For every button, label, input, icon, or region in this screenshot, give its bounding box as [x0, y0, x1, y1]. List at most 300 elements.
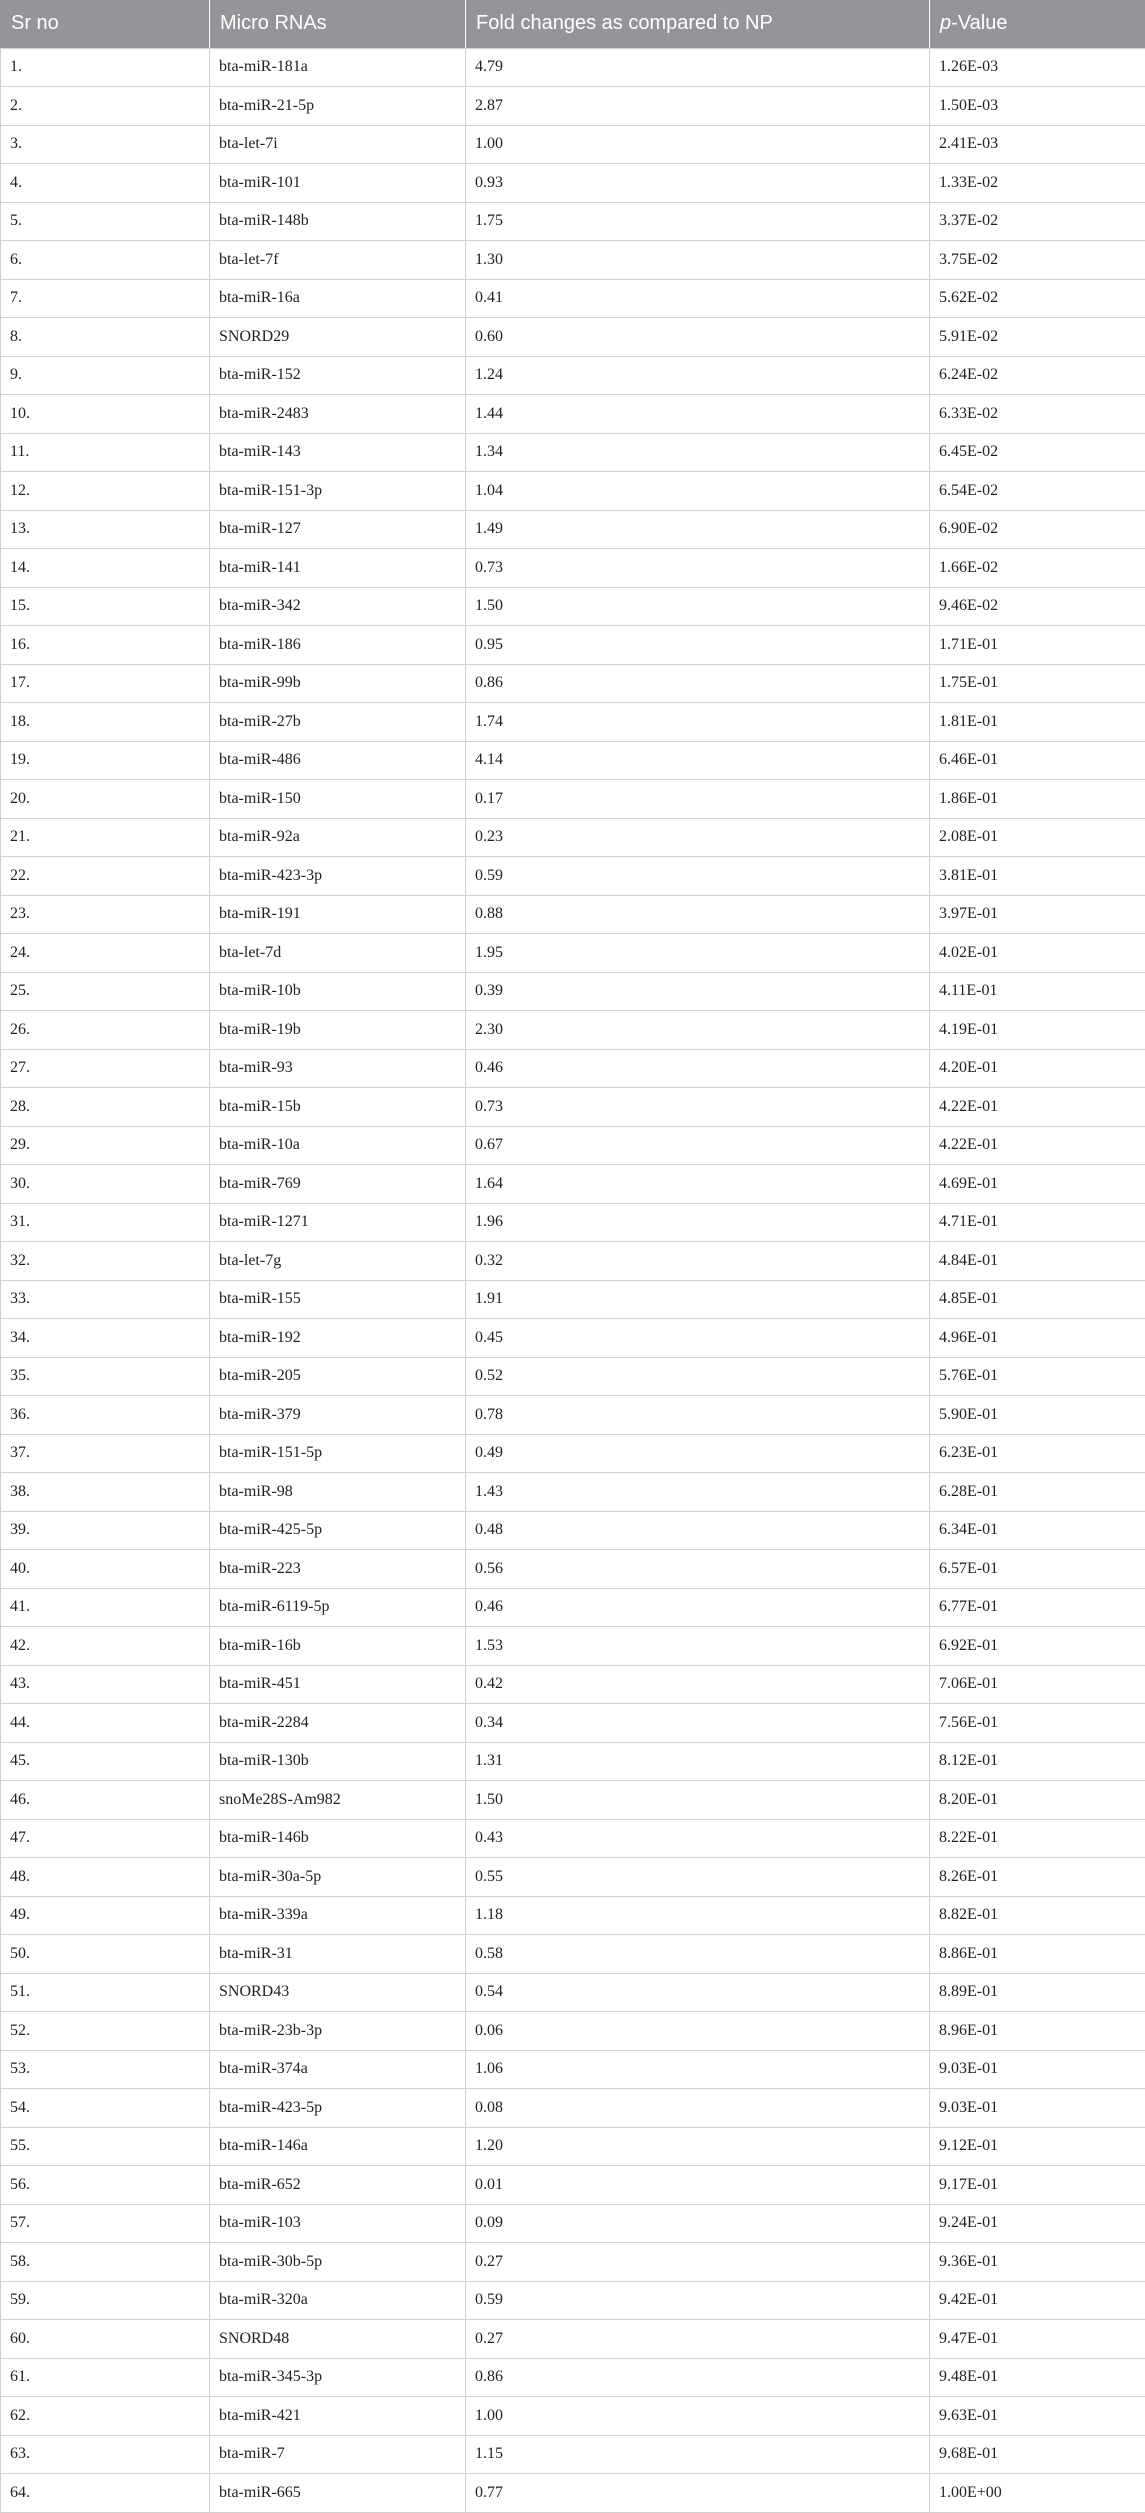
- cell-p-value: 9.03E-01: [930, 2089, 1145, 2128]
- cell-sr-no: 13.: [1, 510, 210, 549]
- cell-sr-no: 6.: [1, 241, 210, 280]
- cell-micro-rna: bta-miR-127: [210, 510, 466, 549]
- cell-fold-change: 1.95: [466, 934, 930, 973]
- cell-sr-no: 19.: [1, 741, 210, 780]
- cell-sr-no: 2.: [1, 87, 210, 126]
- cell-p-value: 1.75E-01: [930, 664, 1145, 703]
- cell-sr-no: 34.: [1, 1319, 210, 1358]
- table-row: [1, 1165, 1145, 1204]
- cell-sr-no: 30.: [1, 1165, 210, 1204]
- cell-micro-rna: bta-miR-374a: [210, 2050, 466, 2089]
- cell-sr-no: 60.: [1, 2320, 210, 2359]
- table-row: [1, 356, 1145, 395]
- cell-micro-rna: bta-miR-10b: [210, 972, 466, 1011]
- cell-fold-change: 1.00: [466, 2397, 930, 2436]
- cell-sr-no: 10.: [1, 395, 210, 434]
- cell-fold-change: 0.48: [466, 1511, 930, 1550]
- cell-fold-change: 1.34: [466, 433, 930, 472]
- cell-p-value: 9.12E-01: [930, 2127, 1145, 2166]
- cell-micro-rna: bta-miR-152: [210, 356, 466, 395]
- table-row: [1, 2204, 1145, 2243]
- cell-micro-rna: bta-miR-486: [210, 741, 466, 780]
- cell-micro-rna: bta-miR-141: [210, 549, 466, 588]
- cell-sr-no: 31.: [1, 1203, 210, 1242]
- cell-micro-rna: bta-miR-2284: [210, 1704, 466, 1743]
- cell-p-value: 6.34E-01: [930, 1511, 1145, 1550]
- table-row: [1, 2358, 1145, 2397]
- cell-fold-change: 0.59: [466, 857, 930, 896]
- table-row: [1, 1627, 1145, 1666]
- cell-fold-change: 4.79: [466, 48, 930, 87]
- header-p-italic: p: [940, 12, 951, 34]
- cell-p-value: 7.06E-01: [930, 1665, 1145, 1704]
- cell-micro-rna: bta-miR-769: [210, 1165, 466, 1204]
- cell-micro-rna: bta-miR-665: [210, 2474, 466, 2513]
- cell-p-value: 4.96E-01: [930, 1319, 1145, 1358]
- cell-sr-no: 47.: [1, 1819, 210, 1858]
- cell-p-value: 6.92E-01: [930, 1627, 1145, 1666]
- cell-sr-no: 48.: [1, 1858, 210, 1897]
- cell-sr-no: 63.: [1, 2435, 210, 2474]
- cell-fold-change: 0.67: [466, 1126, 930, 1165]
- cell-fold-change: 0.34: [466, 1704, 930, 1743]
- table-row: [1, 2243, 1145, 2282]
- cell-micro-rna: bta-miR-205: [210, 1357, 466, 1396]
- cell-micro-rna: bta-let-7d: [210, 934, 466, 973]
- cell-micro-rna: bta-miR-31: [210, 1935, 466, 1974]
- cell-sr-no: 3.: [1, 125, 210, 164]
- cell-sr-no: 5.: [1, 202, 210, 241]
- cell-sr-no: 59.: [1, 2281, 210, 2320]
- cell-p-value: 5.91E-02: [930, 318, 1145, 357]
- cell-sr-no: 23.: [1, 895, 210, 934]
- cell-fold-change: 0.27: [466, 2243, 930, 2282]
- cell-sr-no: 35.: [1, 1357, 210, 1396]
- cell-micro-rna: bta-miR-320a: [210, 2281, 466, 2320]
- cell-micro-rna: bta-miR-155: [210, 1280, 466, 1319]
- cell-fold-change: 1.20: [466, 2127, 930, 2166]
- cell-sr-no: 58.: [1, 2243, 210, 2282]
- table-row: [1, 472, 1145, 511]
- cell-micro-rna: bta-miR-151-3p: [210, 472, 466, 511]
- header-p-suffix: -Value: [951, 12, 1007, 34]
- table-row: [1, 1126, 1145, 1165]
- cell-p-value: 9.47E-01: [930, 2320, 1145, 2359]
- cell-micro-rna: bta-miR-151-5p: [210, 1434, 466, 1473]
- table-row: [1, 2281, 1145, 2320]
- table-row: [1, 2050, 1145, 2089]
- cell-fold-change: 1.96: [466, 1203, 930, 1242]
- cell-sr-no: 21.: [1, 818, 210, 857]
- cell-p-value: 1.26E-03: [930, 48, 1145, 87]
- cell-sr-no: 25.: [1, 972, 210, 1011]
- cell-sr-no: 38.: [1, 1473, 210, 1512]
- cell-fold-change: 1.75: [466, 202, 930, 241]
- cell-p-value: 9.63E-01: [930, 2397, 1145, 2436]
- cell-fold-change: 0.06: [466, 2012, 930, 2051]
- cell-fold-change: 0.23: [466, 818, 930, 857]
- cell-sr-no: 40.: [1, 1550, 210, 1589]
- header-row: [1, 0, 1145, 48]
- cell-p-value: 1.50E-03: [930, 87, 1145, 126]
- table-row: [1, 1088, 1145, 1127]
- cell-p-value: 6.33E-02: [930, 395, 1145, 434]
- cell-sr-no: 16.: [1, 626, 210, 665]
- cell-p-value: 8.89E-01: [930, 1973, 1145, 2012]
- cell-micro-rna: bta-miR-30a-5p: [210, 1858, 466, 1897]
- table-row: [1, 2397, 1145, 2436]
- table-row: [1, 1319, 1145, 1358]
- cell-sr-no: 43.: [1, 1665, 210, 1704]
- cell-sr-no: 54.: [1, 2089, 210, 2128]
- cell-sr-no: 57.: [1, 2204, 210, 2243]
- table-row: [1, 1781, 1145, 1820]
- cell-sr-no: 7.: [1, 279, 210, 318]
- cell-fold-change: 1.50: [466, 1781, 930, 1820]
- table-row: [1, 1049, 1145, 1088]
- cell-sr-no: 50.: [1, 1935, 210, 1974]
- cell-p-value: 6.46E-01: [930, 741, 1145, 780]
- cell-p-value: 9.68E-01: [930, 2435, 1145, 2474]
- cell-sr-no: 55.: [1, 2127, 210, 2166]
- cell-p-value: 4.11E-01: [930, 972, 1145, 1011]
- cell-micro-rna: bta-let-7i: [210, 125, 466, 164]
- cell-micro-rna: bta-miR-192: [210, 1319, 466, 1358]
- cell-micro-rna: bta-miR-101: [210, 164, 466, 203]
- cell-fold-change: 0.59: [466, 2281, 930, 2320]
- table-row: [1, 1819, 1145, 1858]
- cell-micro-rna: bta-miR-191: [210, 895, 466, 934]
- cell-micro-rna: bta-miR-146b: [210, 1819, 466, 1858]
- cell-micro-rna: bta-miR-6119-5p: [210, 1588, 466, 1627]
- table-row: [1, 818, 1145, 857]
- cell-fold-change: 1.49: [466, 510, 930, 549]
- cell-micro-rna: bta-miR-181a: [210, 48, 466, 87]
- cell-p-value: 9.24E-01: [930, 2204, 1145, 2243]
- cell-fold-change: 1.43: [466, 1473, 930, 1512]
- cell-fold-change: 1.15: [466, 2435, 930, 2474]
- cell-sr-no: 24.: [1, 934, 210, 973]
- table-row: [1, 433, 1145, 472]
- cell-p-value: 9.42E-01: [930, 2281, 1145, 2320]
- cell-fold-change: 0.73: [466, 1088, 930, 1127]
- cell-p-value: 9.48E-01: [930, 2358, 1145, 2397]
- table-row: [1, 972, 1145, 1011]
- cell-fold-change: 0.46: [466, 1049, 930, 1088]
- cell-p-value: 8.12E-01: [930, 1742, 1145, 1781]
- cell-sr-no: 56.: [1, 2166, 210, 2205]
- cell-micro-rna: bta-miR-379: [210, 1396, 466, 1435]
- cell-micro-rna: bta-miR-19b: [210, 1011, 466, 1050]
- cell-p-value: 4.22E-01: [930, 1088, 1145, 1127]
- cell-fold-change: 1.18: [466, 1896, 930, 1935]
- cell-sr-no: 15.: [1, 587, 210, 626]
- table-row: [1, 1434, 1145, 1473]
- cell-fold-change: 1.04: [466, 472, 930, 511]
- cell-p-value: 3.75E-02: [930, 241, 1145, 280]
- cell-fold-change: 1.31: [466, 1742, 930, 1781]
- table-row: [1, 587, 1145, 626]
- cell-fold-change: 0.49: [466, 1434, 930, 1473]
- cell-p-value: 2.08E-01: [930, 818, 1145, 857]
- table-row: [1, 395, 1145, 434]
- header-sr-no: Sr no: [1, 0, 210, 48]
- table-body: [1, 48, 1145, 2512]
- cell-sr-no: 12.: [1, 472, 210, 511]
- cell-p-value: 6.54E-02: [930, 472, 1145, 511]
- cell-fold-change: 0.60: [466, 318, 930, 357]
- table-row: [1, 1665, 1145, 1704]
- table-row: [1, 2166, 1145, 2205]
- cell-micro-rna: bta-miR-23b-3p: [210, 2012, 466, 2051]
- cell-fold-change: 0.43: [466, 1819, 930, 1858]
- table-row: [1, 1550, 1145, 1589]
- cell-fold-change: 0.56: [466, 1550, 930, 1589]
- cell-sr-no: 4.: [1, 164, 210, 203]
- cell-micro-rna: bta-miR-15b: [210, 1088, 466, 1127]
- table-row: [1, 241, 1145, 280]
- cell-sr-no: 20.: [1, 780, 210, 819]
- cell-p-value: 4.71E-01: [930, 1203, 1145, 1242]
- cell-fold-change: 1.24: [466, 356, 930, 395]
- cell-micro-rna: bta-miR-16a: [210, 279, 466, 318]
- table-row: [1, 202, 1145, 241]
- cell-p-value: 4.69E-01: [930, 1165, 1145, 1204]
- cell-p-value: 4.20E-01: [930, 1049, 1145, 1088]
- cell-fold-change: 1.74: [466, 703, 930, 742]
- cell-p-value: 1.33E-02: [930, 164, 1145, 203]
- cell-micro-rna: bta-miR-150: [210, 780, 466, 819]
- cell-fold-change: 0.08: [466, 2089, 930, 2128]
- cell-micro-rna: bta-miR-92a: [210, 818, 466, 857]
- cell-p-value: 4.19E-01: [930, 1011, 1145, 1050]
- cell-micro-rna: bta-let-7g: [210, 1242, 466, 1281]
- cell-micro-rna: bta-miR-425-5p: [210, 1511, 466, 1550]
- cell-micro-rna: bta-miR-186: [210, 626, 466, 665]
- cell-micro-rna: bta-miR-98: [210, 1473, 466, 1512]
- cell-micro-rna: SNORD48: [210, 2320, 466, 2359]
- cell-fold-change: 0.01: [466, 2166, 930, 2205]
- cell-sr-no: 8.: [1, 318, 210, 357]
- cell-p-value: 9.46E-02: [930, 587, 1145, 626]
- cell-p-value: 4.22E-01: [930, 1126, 1145, 1165]
- cell-fold-change: 1.06: [466, 2050, 930, 2089]
- cell-sr-no: 52.: [1, 2012, 210, 2051]
- cell-fold-change: 1.00: [466, 125, 930, 164]
- cell-p-value: 5.62E-02: [930, 279, 1145, 318]
- cell-sr-no: 51.: [1, 1973, 210, 2012]
- table-row: [1, 664, 1145, 703]
- table-row: [1, 87, 1145, 126]
- cell-micro-rna: bta-miR-423-5p: [210, 2089, 466, 2128]
- cell-micro-rna: bta-miR-339a: [210, 1896, 466, 1935]
- cell-p-value: 1.86E-01: [930, 780, 1145, 819]
- table-row: [1, 2435, 1145, 2474]
- header-p-value: [930, 0, 1145, 48]
- cell-micro-rna: bta-miR-21-5p: [210, 87, 466, 126]
- table-row: [1, 2320, 1145, 2359]
- cell-micro-rna: bta-miR-345-3p: [210, 2358, 466, 2397]
- cell-micro-rna: bta-miR-451: [210, 1665, 466, 1704]
- cell-fold-change: 0.46: [466, 1588, 930, 1627]
- table-row: [1, 2089, 1145, 2128]
- cell-fold-change: 0.55: [466, 1858, 930, 1897]
- table-row: [1, 934, 1145, 973]
- cell-sr-no: 36.: [1, 1396, 210, 1435]
- cell-p-value: 3.97E-01: [930, 895, 1145, 934]
- cell-sr-no: 53.: [1, 2050, 210, 2089]
- cell-sr-no: 33.: [1, 1280, 210, 1319]
- cell-sr-no: 32.: [1, 1242, 210, 1281]
- cell-p-value: 6.23E-01: [930, 1434, 1145, 1473]
- table-row: [1, 1858, 1145, 1897]
- cell-fold-change: 0.52: [466, 1357, 930, 1396]
- cell-p-value: 4.02E-01: [930, 934, 1145, 973]
- cell-p-value: 6.45E-02: [930, 433, 1145, 472]
- cell-micro-rna: bta-miR-423-3p: [210, 857, 466, 896]
- cell-fold-change: 0.54: [466, 1973, 930, 2012]
- cell-sr-no: 64.: [1, 2474, 210, 2513]
- table-row: [1, 1704, 1145, 1743]
- cell-sr-no: 39.: [1, 1511, 210, 1550]
- cell-fold-change: 1.64: [466, 1165, 930, 1204]
- cell-p-value: 9.03E-01: [930, 2050, 1145, 2089]
- table-row: [1, 1357, 1145, 1396]
- table-row: [1, 1896, 1145, 1935]
- cell-fold-change: 1.30: [466, 241, 930, 280]
- table-row: [1, 549, 1145, 588]
- cell-micro-rna: bta-miR-146a: [210, 2127, 466, 2166]
- cell-sr-no: 14.: [1, 549, 210, 588]
- cell-sr-no: 26.: [1, 1011, 210, 1050]
- table-row: [1, 1203, 1145, 1242]
- header-micro-rnas: Micro RNAs: [210, 0, 466, 48]
- cell-sr-no: 29.: [1, 1126, 210, 1165]
- table-row: [1, 626, 1145, 665]
- cell-p-value: 2.41E-03: [930, 125, 1145, 164]
- cell-fold-change: 0.58: [466, 1935, 930, 1974]
- cell-micro-rna: bta-miR-148b: [210, 202, 466, 241]
- cell-fold-change: 0.17: [466, 780, 930, 819]
- cell-p-value: 6.90E-02: [930, 510, 1145, 549]
- cell-p-value: 5.90E-01: [930, 1396, 1145, 1435]
- cell-fold-change: 0.09: [466, 2204, 930, 2243]
- cell-fold-change: 2.87: [466, 87, 930, 126]
- cell-micro-rna: bta-miR-10a: [210, 1126, 466, 1165]
- cell-micro-rna: bta-miR-652: [210, 2166, 466, 2205]
- cell-micro-rna: bta-miR-16b: [210, 1627, 466, 1666]
- table-row: [1, 2474, 1145, 2513]
- cell-fold-change: 0.32: [466, 1242, 930, 1281]
- cell-micro-rna: bta-miR-2483: [210, 395, 466, 434]
- table-row: [1, 780, 1145, 819]
- table-row: [1, 164, 1145, 203]
- table-row: [1, 2012, 1145, 2051]
- cell-p-value: 9.36E-01: [930, 2243, 1145, 2282]
- cell-fold-change: 0.77: [466, 2474, 930, 2513]
- cell-p-value: 6.28E-01: [930, 1473, 1145, 1512]
- table-row: [1, 1511, 1145, 1550]
- cell-micro-rna: snoMe28S-Am982: [210, 1781, 466, 1820]
- cell-micro-rna: bta-miR-223: [210, 1550, 466, 1589]
- cell-micro-rna: bta-miR-1271: [210, 1203, 466, 1242]
- cell-micro-rna: bta-miR-27b: [210, 703, 466, 742]
- cell-p-value: 1.66E-02: [930, 549, 1145, 588]
- table-row: [1, 318, 1145, 357]
- cell-fold-change: 1.50: [466, 587, 930, 626]
- cell-sr-no: 61.: [1, 2358, 210, 2397]
- cell-sr-no: 45.: [1, 1742, 210, 1781]
- cell-sr-no: 28.: [1, 1088, 210, 1127]
- cell-p-value: 1.00E+00: [930, 2474, 1145, 2513]
- cell-micro-rna: bta-miR-103: [210, 2204, 466, 2243]
- table-row: [1, 1242, 1145, 1281]
- cell-micro-rna: bta-miR-342: [210, 587, 466, 626]
- cell-p-value: 4.84E-01: [930, 1242, 1145, 1281]
- cell-p-value: 6.24E-02: [930, 356, 1145, 395]
- table-row: [1, 1396, 1145, 1435]
- cell-micro-rna: bta-miR-30b-5p: [210, 2243, 466, 2282]
- cell-micro-rna: bta-miR-130b: [210, 1742, 466, 1781]
- table-row: [1, 741, 1145, 780]
- table-row: [1, 1011, 1145, 1050]
- cell-p-value: 3.37E-02: [930, 202, 1145, 241]
- cell-fold-change: 1.53: [466, 1627, 930, 1666]
- cell-sr-no: 22.: [1, 857, 210, 896]
- cell-fold-change: 4.14: [466, 741, 930, 780]
- cell-p-value: 5.76E-01: [930, 1357, 1145, 1396]
- cell-p-value: 7.56E-01: [930, 1704, 1145, 1743]
- table-row: [1, 1935, 1145, 1974]
- cell-sr-no: 9.: [1, 356, 210, 395]
- cell-p-value: 1.81E-01: [930, 703, 1145, 742]
- cell-p-value: 6.77E-01: [930, 1588, 1145, 1627]
- cell-fold-change: 0.78: [466, 1396, 930, 1435]
- table-row: [1, 48, 1145, 87]
- table-row: [1, 703, 1145, 742]
- cell-sr-no: 11.: [1, 433, 210, 472]
- table-row: [1, 857, 1145, 896]
- cell-sr-no: 17.: [1, 664, 210, 703]
- cell-fold-change: 1.44: [466, 395, 930, 434]
- cell-p-value: 8.96E-01: [930, 2012, 1145, 2051]
- cell-sr-no: 27.: [1, 1049, 210, 1088]
- table-row: [1, 125, 1145, 164]
- table-row: [1, 1588, 1145, 1627]
- cell-p-value: 8.20E-01: [930, 1781, 1145, 1820]
- cell-sr-no: 62.: [1, 2397, 210, 2436]
- cell-micro-rna: SNORD29: [210, 318, 466, 357]
- cell-p-value: 3.81E-01: [930, 857, 1145, 896]
- cell-fold-change: 0.88: [466, 895, 930, 934]
- cell-p-value: 9.17E-01: [930, 2166, 1145, 2205]
- table-row: [1, 1473, 1145, 1512]
- cell-fold-change: 0.45: [466, 1319, 930, 1358]
- cell-p-value: 8.86E-01: [930, 1935, 1145, 1974]
- table-row: [1, 1742, 1145, 1781]
- table-row: [1, 1280, 1145, 1319]
- cell-fold-change: 0.41: [466, 279, 930, 318]
- cell-sr-no: 41.: [1, 1588, 210, 1627]
- cell-p-value: 1.71E-01: [930, 626, 1145, 665]
- cell-micro-rna: bta-miR-93: [210, 1049, 466, 1088]
- cell-sr-no: 46.: [1, 1781, 210, 1820]
- cell-p-value: 6.57E-01: [930, 1550, 1145, 1589]
- cell-fold-change: 0.39: [466, 972, 930, 1011]
- cell-sr-no: 37.: [1, 1434, 210, 1473]
- cell-micro-rna: bta-miR-7: [210, 2435, 466, 2474]
- table-row: [1, 895, 1145, 934]
